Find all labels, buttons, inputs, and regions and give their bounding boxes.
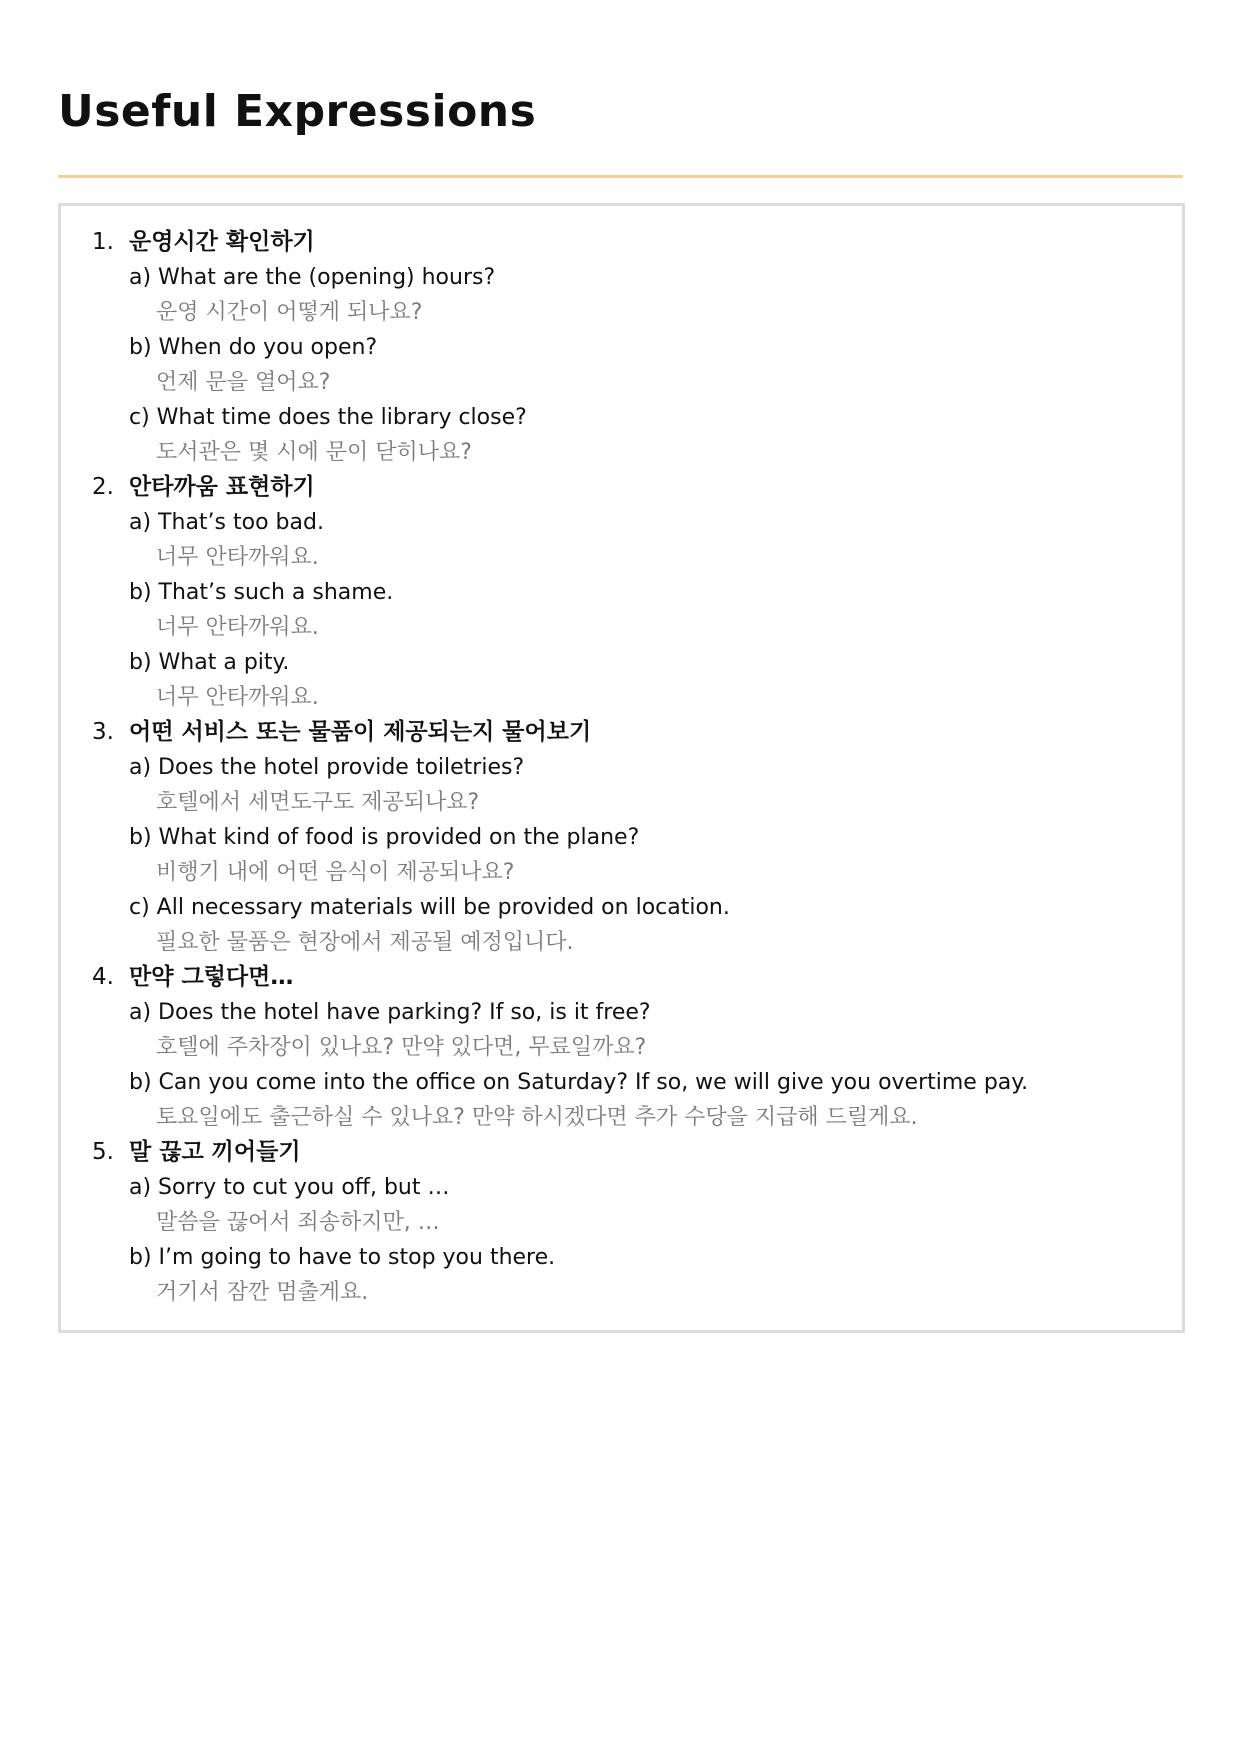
english-expression: b) Can you come into the office on Saturday? If so, we will give you overtime pay.: [129, 1070, 1029, 1095]
section: [92, 225, 1172, 470]
expression-item: [92, 890, 1172, 960]
section: [92, 470, 1172, 715]
section-number: 3.: [92, 719, 114, 745]
section-title: 말 끊고 끼어들기: [129, 1139, 301, 1165]
section-title: 만약 그렇다면…: [129, 964, 294, 990]
section-heading: [92, 715, 1172, 750]
korean-translation: 도서관은 몇 시에 문이 닫히나요?: [156, 440, 472, 465]
korean-translation: 토요일에도 출근하실 수 있나요? 만약 하시겠다면 추가 수당을 지급해 드릴게요.: [156, 1105, 918, 1130]
expression-item: [92, 645, 1172, 715]
expression-item: [92, 995, 1172, 1065]
section-number: 1.: [92, 229, 114, 255]
expression-item: [92, 505, 1172, 575]
section-title: 운영시간 확인하기: [129, 229, 315, 255]
korean-translation: 호텔에서 세면도구도 제공되나요?: [156, 790, 480, 815]
expression-item: [92, 1170, 1172, 1240]
english-expression: b) What a pity.: [129, 650, 290, 675]
expression-item: [92, 400, 1172, 470]
english-expression: a) Does the hotel have parking? If so, is it free?: [129, 1000, 651, 1025]
english-expression: b) When do you open?: [129, 335, 378, 360]
korean-translation: 거기서 잠깐 멈출게요.: [156, 1280, 369, 1305]
korean-translation: 운영 시간이 어떻게 되나요?: [156, 300, 423, 325]
section-heading: [92, 960, 1172, 995]
section: [92, 715, 1172, 960]
korean-translation: 호텔에 주차장이 있나요? 만약 있다면, 무료일까요?: [156, 1035, 647, 1060]
english-expression: a) That’s too bad.: [129, 510, 324, 535]
section: [92, 1135, 1172, 1310]
page-title: Useful Expressions: [58, 86, 537, 137]
title-divider: [58, 175, 1183, 178]
section-heading: [92, 1135, 1172, 1170]
expressions-list: [92, 225, 1172, 1310]
korean-translation: 필요한 물품은 현장에서 제공될 예정입니다.: [156, 930, 574, 955]
english-expression: a) Does the hotel provide toiletries?: [129, 755, 525, 780]
expression-item: [92, 330, 1172, 400]
expression-item: [92, 260, 1172, 330]
english-expression: b) That’s such a shame.: [129, 580, 394, 605]
english-expression: a) What are the (opening) hours?: [129, 265, 496, 290]
korean-translation: 언제 문을 열어요?: [156, 370, 331, 395]
korean-translation: 말씀을 끊어서 죄송하지만, …: [156, 1210, 440, 1235]
section-number: 5.: [92, 1139, 114, 1165]
expression-item: [92, 1065, 1172, 1135]
expression-item: [92, 820, 1172, 890]
section-title: 어떤 서비스 또는 물품이 제공되는지 물어보기: [129, 719, 592, 745]
korean-translation: 너무 안타까워요.: [156, 615, 319, 640]
section-number: 2.: [92, 474, 114, 500]
english-expression: c) What time does the library close?: [129, 405, 527, 430]
expression-item: [92, 575, 1172, 645]
expression-item: [92, 1240, 1172, 1310]
section-title: 안타까움 표현하기: [129, 474, 315, 500]
english-expression: b) I’m going to have to stop you there.: [129, 1245, 556, 1270]
korean-translation: 비행기 내에 어떤 음식이 제공되나요?: [156, 860, 515, 885]
section-heading: [92, 225, 1172, 260]
english-expression: a) Sorry to cut you off, but …: [129, 1175, 450, 1200]
section: [92, 960, 1172, 1135]
section-number: 4.: [92, 964, 114, 990]
korean-translation: 너무 안타까워요.: [156, 685, 319, 710]
section-heading: [92, 470, 1172, 505]
korean-translation: 너무 안타까워요.: [156, 545, 319, 570]
english-expression: b) What kind of food is provided on the plane?: [129, 825, 640, 850]
english-expression: c) All necessary materials will be provided on location.: [129, 895, 730, 920]
expression-item: [92, 750, 1172, 820]
